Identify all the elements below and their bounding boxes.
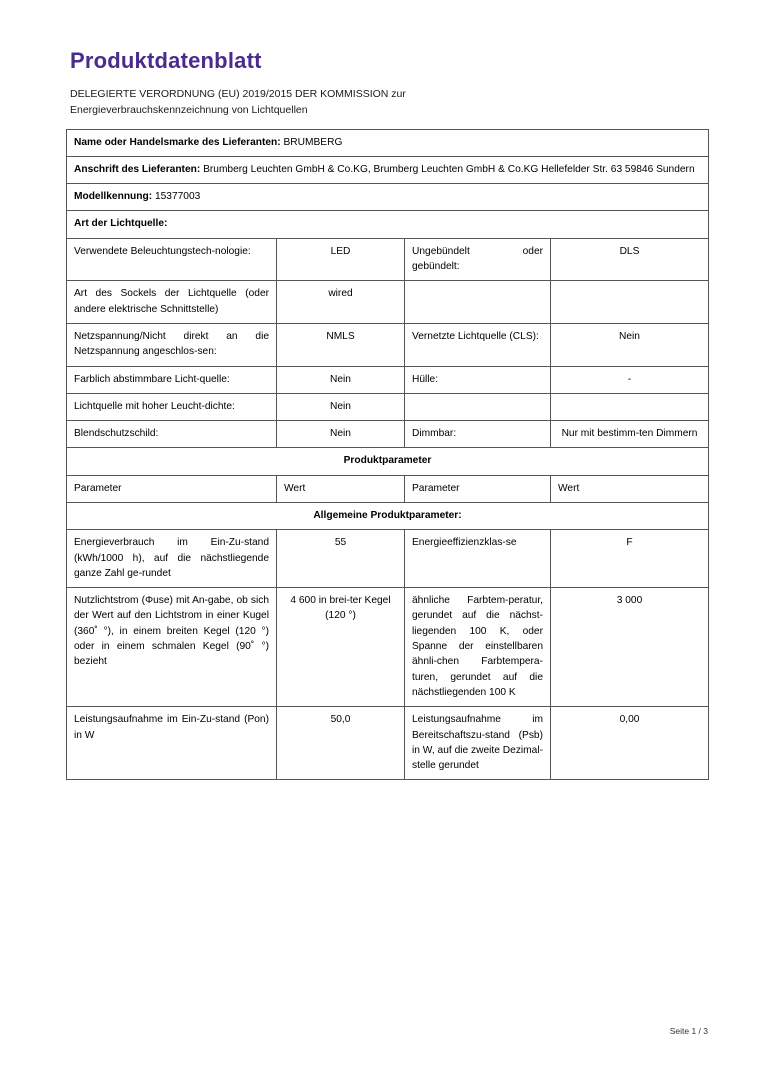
table-row-column-headers [67, 475, 709, 502]
regulation-subtitle [70, 86, 708, 119]
supplier-cell [67, 129, 709, 156]
ls-label-5: Blendschutzschild: [67, 421, 277, 448]
pp-label-right-2: Leistungsaufnahme im Bereitschaftszu-stand (Psb) in W, auf die zweite Dezimal-stelle gerundet [405, 707, 551, 780]
pp-label-2: Leistungsaufnahme im Ein-Zu-stand (Pon) in W [67, 707, 277, 780]
col-header-wert-1: Wert [277, 475, 405, 502]
ls-label-4: Lichtquelle mit hoher Leucht-dichte: [67, 393, 277, 420]
ls-label-1: Art des Sockels der Lichtquelle (oder andere elektrische Schnittstelle) [67, 281, 277, 324]
ls-value-2: NMLS [277, 323, 405, 366]
table-row-general-parameters-title [67, 502, 709, 529]
pp-value-right-2: 0,00 [551, 707, 709, 780]
col-header-parameter-1: Parameter [67, 475, 277, 502]
ls-value-3: Nein [277, 366, 405, 393]
address-value: Brumberg Leuchten GmbH & Co.KG, Brumberg Leuchten GmbH & Co.KG Hellefelder Str. 63 59846 Sundern [203, 163, 695, 175]
table-row [67, 238, 709, 281]
pp-value-0: 55 [277, 530, 405, 588]
ls-value-right-4 [551, 393, 709, 420]
regulation-subtitle-line1: DELEGIERTE VERORDNUNG (EU) 2019/2015 DER KOMMISSION zur [70, 88, 406, 100]
address-label: Anschrift des Lieferanten: [74, 163, 201, 175]
ls-label-right-0: Ungebündelt oder gebündelt: [405, 238, 551, 281]
supplier-label: Name oder Handelsmarke des Lieferanten: [74, 136, 281, 148]
ls-value-right-0: DLS [551, 238, 709, 281]
pp-label-right-1: ähnliche Farbtem-peratur, gerundet auf die nächst-liegenden 100 K, oder Spanne der einstellbaren ähnli-chen Farbtempera-turen, gerundet auf die nächstliegenden 100 K [405, 588, 551, 707]
ls-value-1: wired [277, 281, 405, 324]
ls-value-0: LED [277, 238, 405, 281]
general-parameters-title: Allgemeine Produktparameter: [67, 502, 709, 529]
table-row [67, 421, 709, 448]
table-row-supplier [67, 129, 709, 156]
ls-label-right-3: Hülle: [405, 366, 551, 393]
ls-label-right-4 [405, 393, 551, 420]
ls-value-right-3: - [551, 366, 709, 393]
regulation-subtitle-line2: Energieverbrauchskennzeichnung von Lichtquellen [70, 104, 308, 117]
light-source-type-label: Art der Lichtquelle: [67, 211, 709, 238]
table-row [67, 323, 709, 366]
table-row [67, 588, 709, 707]
col-header-parameter-2: Parameter [405, 475, 551, 502]
ls-value-right-5: Nur mit bestimm-ten Dimmern [551, 421, 709, 448]
page-title: Produktdatenblatt [70, 48, 262, 73]
ls-value-right-2: Nein [551, 323, 709, 366]
table-row-model [67, 184, 709, 211]
pp-label-1: Nutzlichtstrom (Φuse) mit An-gabe, ob sich der Wert auf den Lichtstrom in einer Kugel (360˚ °), in einem breiten Kegel (120 °) oder in einem schmalen Kegel (90˚ °) bezieht [67, 588, 277, 707]
ls-label-right-2: Vernetzte Lichtquelle (CLS): [405, 323, 551, 366]
ls-label-3: Farblich abstimmbare Licht-quelle: [67, 366, 277, 393]
table-row [67, 530, 709, 588]
address-cell [67, 156, 709, 183]
col-header-wert-2: Wert [551, 475, 709, 502]
ls-value-right-1 [551, 281, 709, 324]
table-row [67, 393, 709, 420]
table-row [67, 281, 709, 324]
table-row-light-source-type [67, 211, 709, 238]
model-label: Modellkennung: [74, 191, 153, 203]
product-parameters-title: Produktparameter [67, 448, 709, 475]
pp-value-1: 4 600 in brei-ter Kegel (120 °) [277, 588, 405, 707]
ls-label-right-1 [405, 281, 551, 324]
model-cell [67, 184, 709, 211]
ls-label-2: Netzspannung/Nicht direkt an die Netzspannung angeschlos-sen: [67, 323, 277, 366]
page-footer: Seite 1 / 3 [669, 1026, 708, 1036]
ls-label-right-5: Dimmbar: [405, 421, 551, 448]
product-datasheet-table [66, 129, 709, 781]
ls-value-4: Nein [277, 393, 405, 420]
table-row [67, 707, 709, 780]
pp-value-right-1: 3 000 [551, 588, 709, 707]
table-row-address [67, 156, 709, 183]
table-row [67, 366, 709, 393]
ls-label-0: Verwendete Beleuchtungstech-nologie: [67, 238, 277, 281]
table-row-product-parameters-title [67, 448, 709, 475]
supplier-value: BRUMBERG [283, 136, 343, 148]
ls-value-5: Nein [277, 421, 405, 448]
model-value: 15377003 [154, 191, 201, 203]
pp-label-right-0: Energieeffizienzklas-se [405, 530, 551, 588]
pp-label-0: Energieverbrauch im Ein-Zu-stand (kWh/1000 h), auf die nächstliegende ganze Zahl ge-rundet [67, 530, 277, 588]
pp-value-2: 50,0 [277, 707, 405, 780]
pp-value-right-0: F [551, 530, 709, 588]
